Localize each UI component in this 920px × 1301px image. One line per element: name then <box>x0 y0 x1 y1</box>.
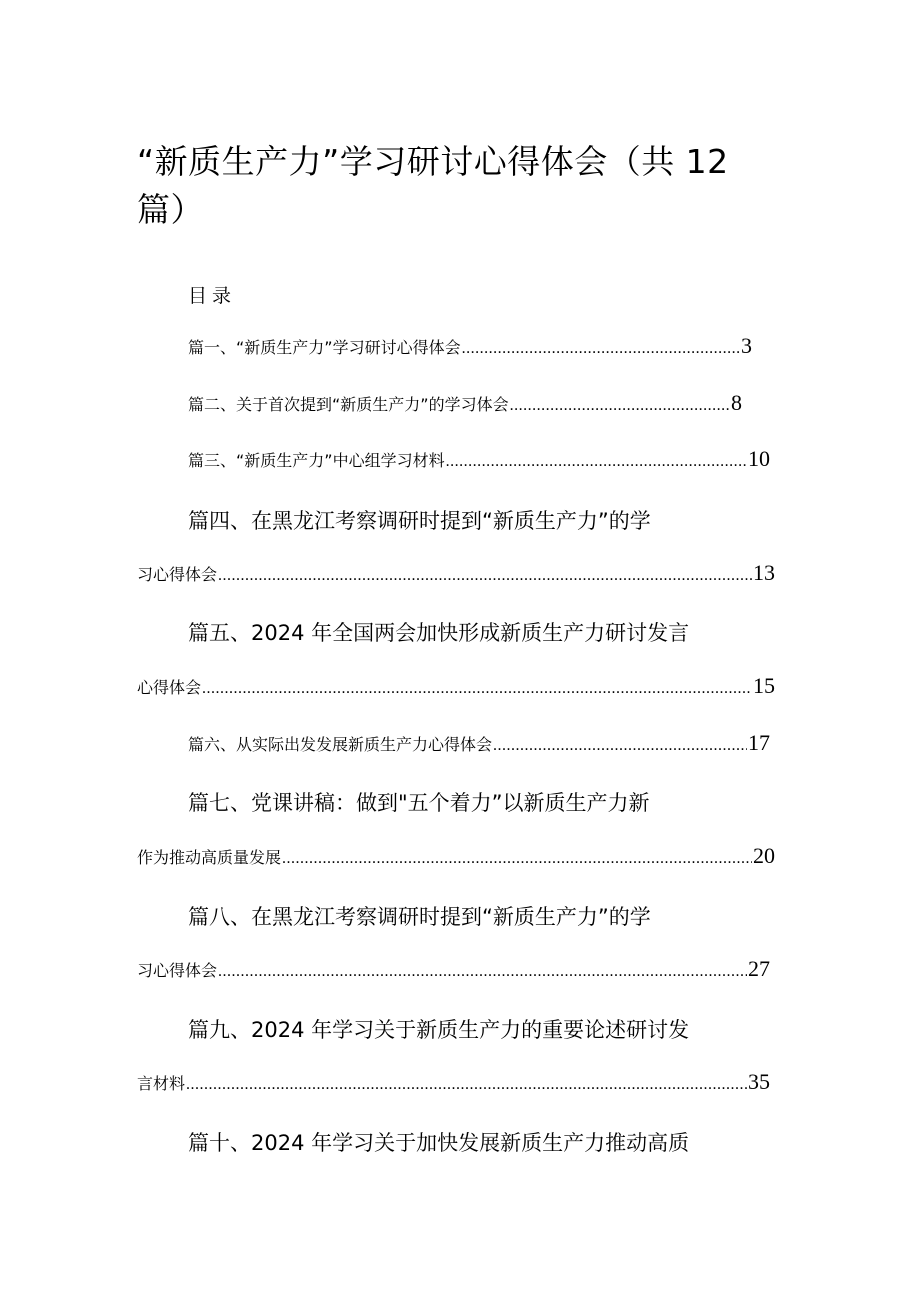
toc-entry-text: 篇一、“新质生产力”学习研讨心得体会 <box>188 338 461 357</box>
toc-entry-8[interactable] <box>137 956 770 990</box>
toc-page-number: 3 <box>741 333 752 358</box>
toc-entry-4[interactable] <box>137 560 775 594</box>
toc-entry-7-line-1[interactable]: 篇七、党课讲稿：做到"五个着力”以新质生产力新 <box>188 791 650 815</box>
toc-leader-dots <box>186 1076 747 1094</box>
toc-entry-text: 习心得体会 <box>137 961 218 980</box>
toc-entry-4-line-1[interactable]: 篇四、在黑龙江考察调研时提到“新质生产力”的学 <box>188 509 651 533</box>
toc-entry-text: 篇三、“新质生产力”中心组学习材料 <box>188 451 445 470</box>
toc-entry-text: 心得体会 <box>137 678 202 697</box>
toc-leader-dots <box>218 567 752 585</box>
toc-entry-10-line-1[interactable]: 篇十、2024 年学习关于加快发展新质生产力推动高质 <box>188 1131 690 1155</box>
toc-leader-dots <box>218 963 747 981</box>
toc-entry-text: 篇六、从实际出发发展新质生产力心得体会 <box>188 735 493 754</box>
document-title-line-1: “新质生产力”学习研讨心得体会（共 12 <box>137 142 729 181</box>
toc-leader-dots <box>282 850 752 868</box>
toc-entry-text: 篇二、关于首次提到“新质生产力”的学习体会 <box>188 395 509 414</box>
toc-leader-dots <box>510 397 730 415</box>
toc-entry-text: 作为推动高质量发展 <box>137 848 282 867</box>
toc-page-number: 35 <box>748 1069 770 1094</box>
toc-page-number: 15 <box>753 673 775 698</box>
toc-page-number: 13 <box>753 560 775 585</box>
toc-leader-dots <box>462 340 740 358</box>
toc-entry-9[interactable] <box>137 1069 770 1103</box>
toc-entry-5-line-1[interactable]: 篇五、2024 年全国两会加快形成新质生产力研讨发言 <box>188 621 690 645</box>
toc-entry-9-line-1[interactable]: 篇九、2024 年学习关于新质生产力的重要论述研讨发 <box>188 1018 690 1042</box>
document-title <box>137 138 757 234</box>
toc-entry-text: 言材料 <box>137 1074 186 1093</box>
toc-entry-text: 习心得体会 <box>137 565 218 584</box>
toc-leader-dots <box>493 737 747 755</box>
toc-leader-dots <box>446 453 747 471</box>
toc-entry-2[interactable] <box>188 390 742 424</box>
toc-heading: 目录 <box>188 285 237 307</box>
toc-page-number: 20 <box>753 843 775 868</box>
toc-entry-6[interactable] <box>188 730 770 764</box>
toc-entry-1[interactable] <box>188 333 752 367</box>
toc-page-number: 27 <box>748 956 770 981</box>
toc-page-number: 8 <box>731 390 742 415</box>
document-title-line-2: 篇） <box>137 190 204 229</box>
toc-page-number: 17 <box>748 730 770 755</box>
toc-entry-7[interactable] <box>137 843 775 877</box>
toc-entry-3[interactable] <box>188 446 770 480</box>
toc-entry-5[interactable] <box>137 673 775 707</box>
toc-page-number: 10 <box>748 446 770 471</box>
toc-entry-8-line-1[interactable]: 篇八、在黑龙江考察调研时提到“新质生产力”的学 <box>188 905 651 929</box>
toc-leader-dots <box>202 680 752 698</box>
